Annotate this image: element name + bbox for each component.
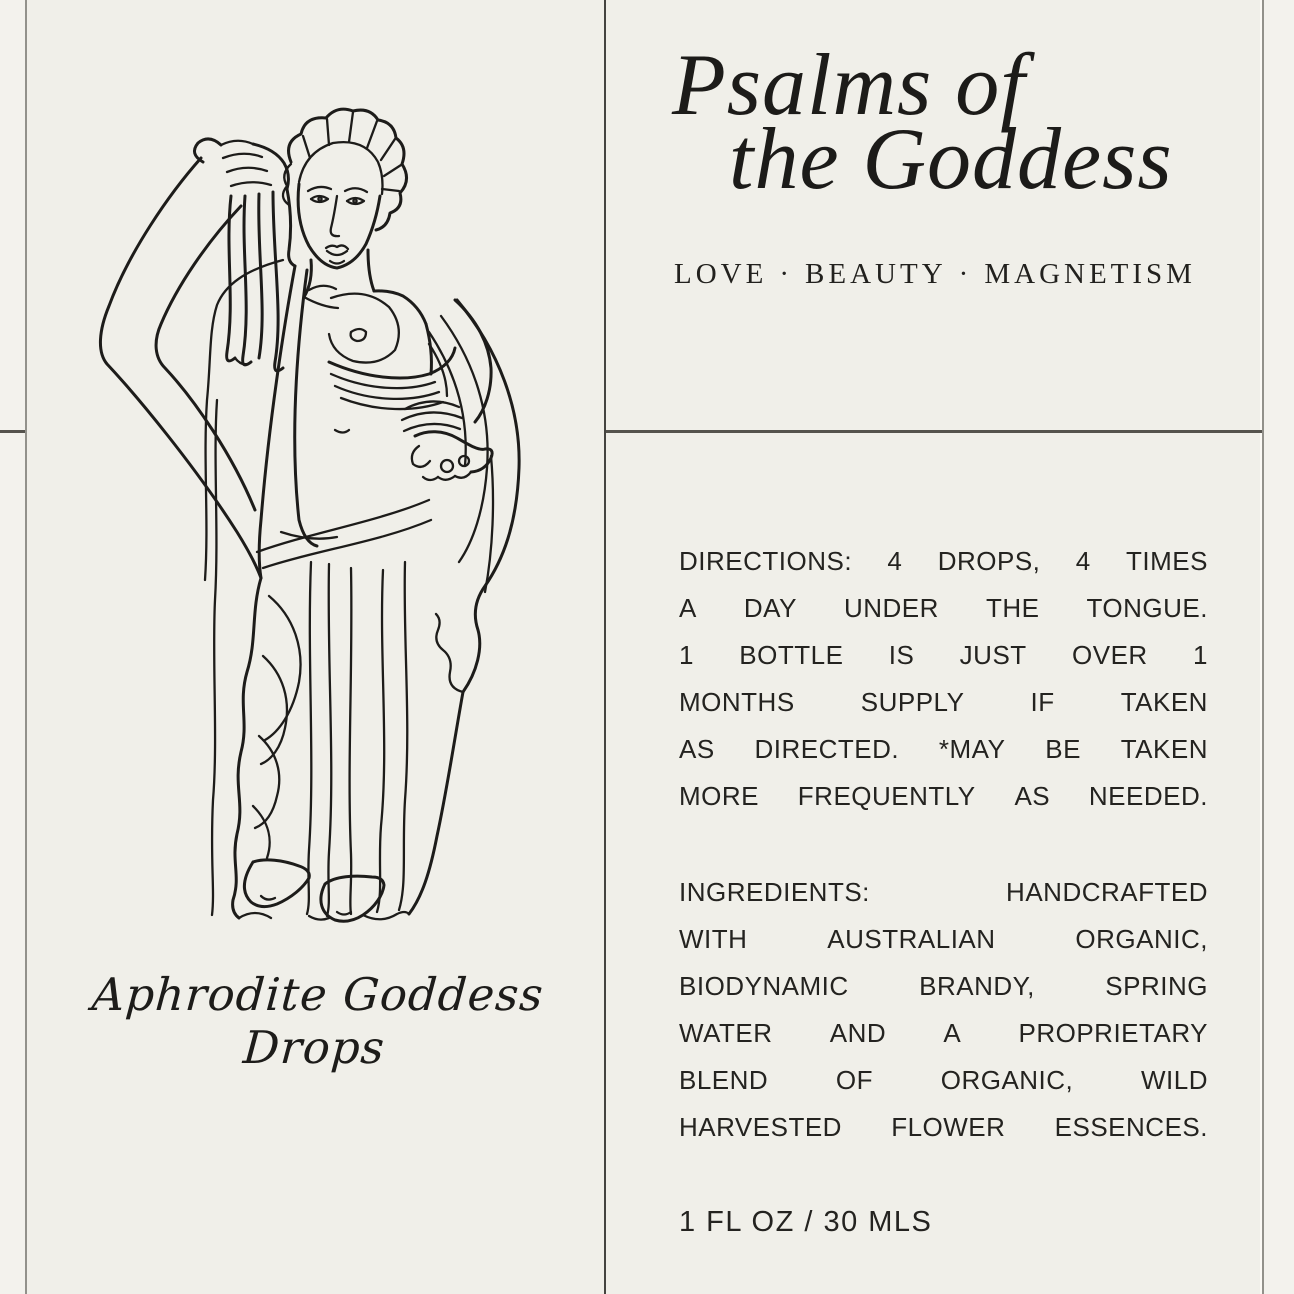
word: 1 <box>1193 640 1208 670</box>
word: JUST <box>959 640 1027 670</box>
tagline-word: MAGNETISM <box>984 258 1196 290</box>
raised-arm <box>100 158 261 578</box>
word: AS <box>1014 781 1051 811</box>
word: OVER <box>1072 640 1148 670</box>
word: DAY <box>743 593 797 623</box>
word: MONTHS <box>679 687 795 717</box>
word: HANDCRAFTED <box>1006 877 1208 907</box>
tagline <box>674 258 1196 291</box>
word: MORE <box>679 781 759 811</box>
word: TAKEN <box>1120 734 1208 764</box>
tagline-word: LOVE <box>674 258 768 290</box>
word: THE <box>985 593 1040 623</box>
title-line-2: the Goddess <box>729 111 1173 208</box>
word: ORGANIC, <box>940 1065 1074 1095</box>
left-cut-mark <box>0 430 25 433</box>
word: DIRECTED. <box>754 734 900 764</box>
word: UNDER <box>843 593 939 623</box>
ingredients-text <box>679 877 1208 1159</box>
word: SUPPLY <box>860 687 965 717</box>
tagline-word: BEAUTY <box>805 258 947 290</box>
word: WITH <box>679 924 748 954</box>
word: A <box>679 593 697 623</box>
feet <box>239 860 409 921</box>
aphrodite-statue-line-art <box>85 100 530 940</box>
word: PROPRIETARY <box>1018 1018 1208 1048</box>
word: NEEDED. <box>1088 781 1208 811</box>
word: HARVESTED <box>679 1112 842 1142</box>
word: INGREDIENTS: <box>679 877 870 907</box>
word: AND <box>829 1018 887 1048</box>
word: TAKEN <box>1120 687 1208 717</box>
word: WILD <box>1141 1065 1208 1095</box>
word: ORGANIC, <box>1075 924 1208 954</box>
hand-with-fruit <box>412 432 492 480</box>
hair-crown <box>283 109 407 230</box>
dot-separator: · <box>958 258 973 290</box>
left-fold-strip <box>0 0 25 1294</box>
panel-divider-line <box>604 0 606 1294</box>
dot-separator: · <box>779 258 794 290</box>
word: BE <box>1045 734 1081 764</box>
left-fold-line <box>25 0 27 1294</box>
word: 4 <box>887 546 903 576</box>
word: AUSTRALIAN <box>827 924 996 954</box>
word: FLOWER <box>891 1112 1006 1142</box>
right-fold-line <box>1262 0 1264 1294</box>
word: *MAY <box>938 734 1006 764</box>
directions-text <box>679 546 1208 828</box>
sleeve-drapery <box>429 300 519 692</box>
aphrodite-illustration <box>85 100 530 940</box>
word: FREQUENTLY <box>797 781 976 811</box>
word: BRANDY, <box>919 971 1035 1001</box>
word: SPRING <box>1105 971 1208 1001</box>
hand-gripping-drapery <box>194 139 288 189</box>
word: BOTTLE <box>739 640 844 670</box>
right-panel-rule <box>606 430 1262 433</box>
title-line-1: Psalms of <box>672 37 1026 134</box>
word: DROPS, <box>937 546 1041 576</box>
word: DIRECTIONS: <box>679 546 853 576</box>
word: TONGUE. <box>1086 593 1208 623</box>
word: WATER <box>679 1018 773 1048</box>
word: BIODYNAMIC <box>679 971 849 1001</box>
word: A <box>943 1018 962 1048</box>
word: IS <box>888 640 915 670</box>
product-name-script: Aphrodite Goddess Drops <box>90 968 546 1074</box>
right-fold-strip <box>1264 0 1294 1294</box>
word: AS <box>679 734 715 764</box>
word: 1 <box>679 640 694 670</box>
word: 4 <box>1075 546 1091 576</box>
volume-text: 1 FL OZ / 30 MLS <box>679 1206 933 1238</box>
word: IF <box>1030 687 1055 717</box>
word: TIMES <box>1126 546 1208 576</box>
word: BLEND <box>679 1065 769 1095</box>
word: ESSENCES. <box>1054 1112 1208 1142</box>
skirt-drapery <box>233 500 463 918</box>
torso <box>281 286 431 539</box>
word: OF <box>835 1065 874 1095</box>
